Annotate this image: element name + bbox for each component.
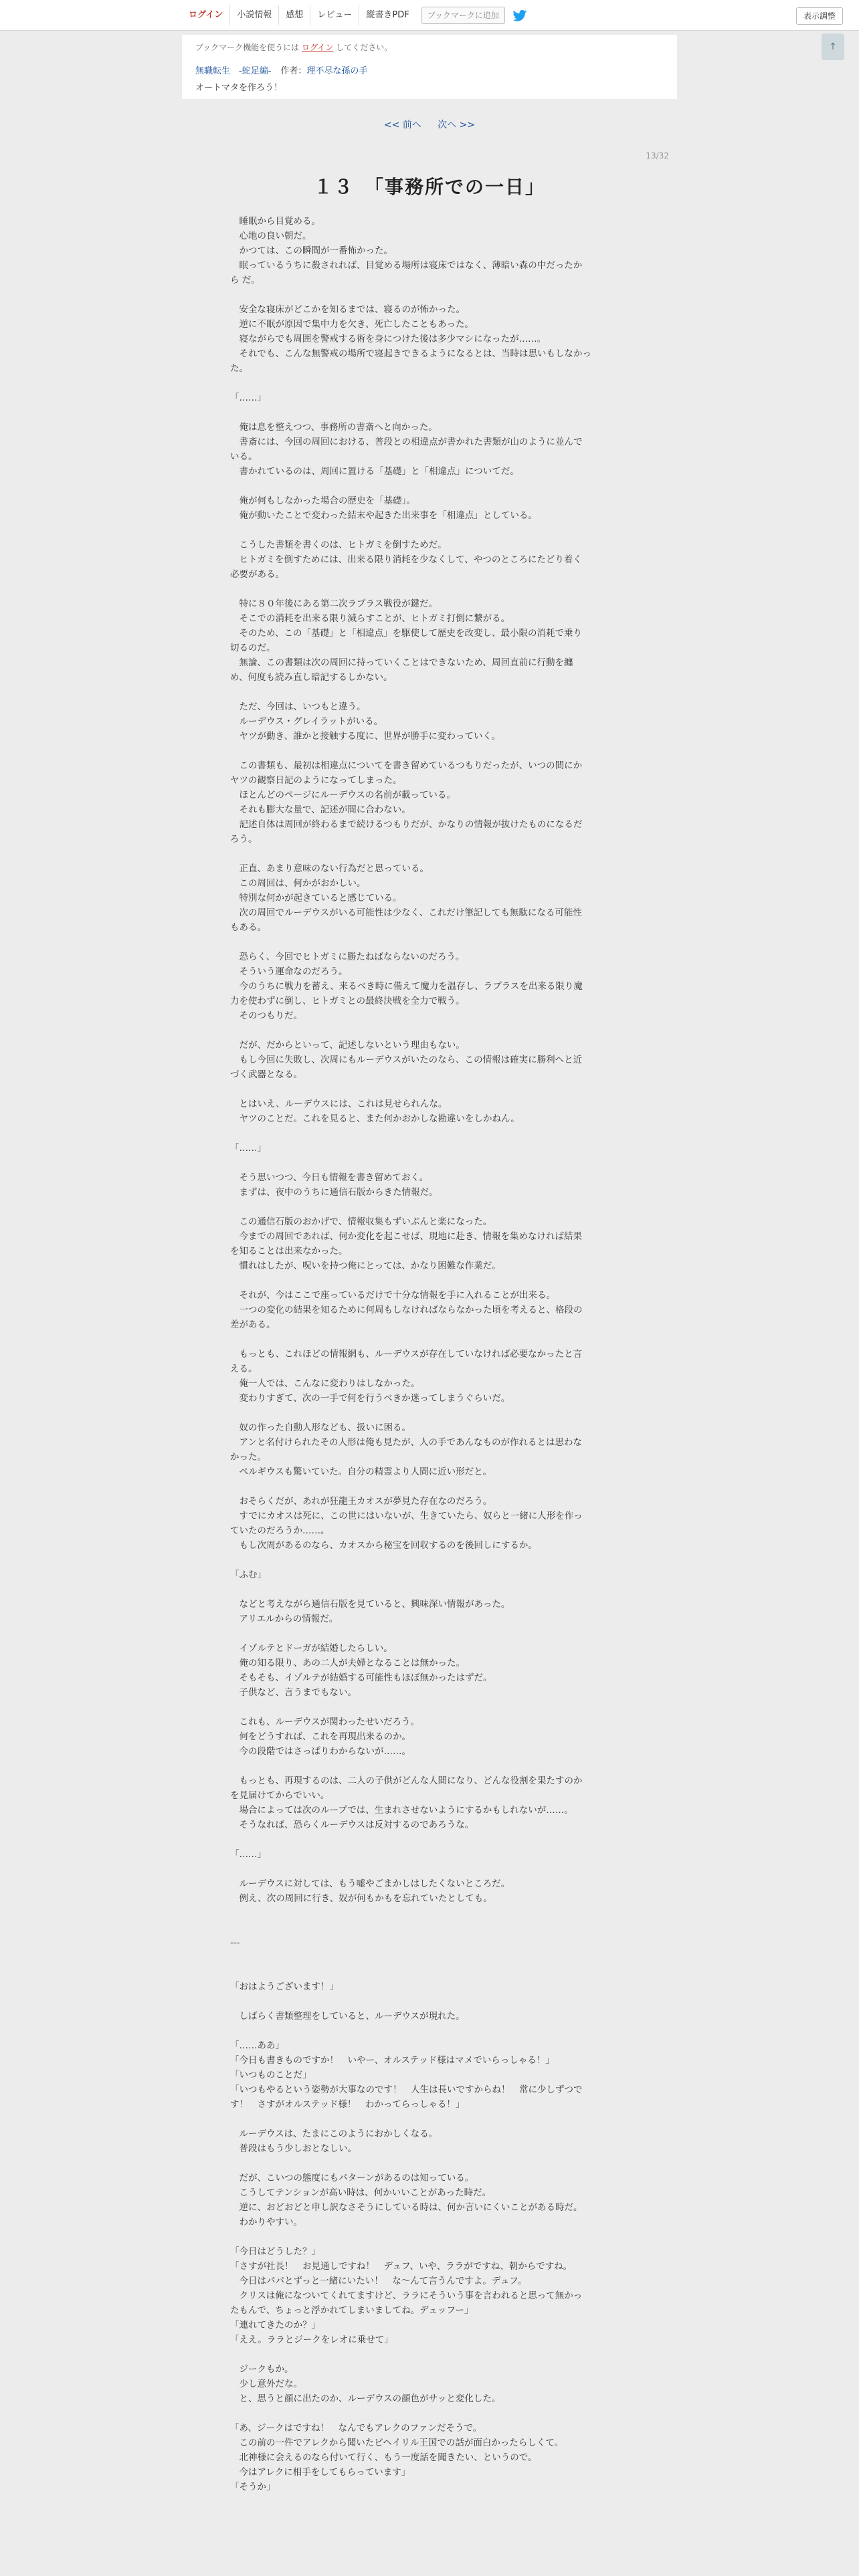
novel-line: もある。 <box>230 922 266 933</box>
novel-line: 書かれているのは、周回に置ける「基礎」と「相違点」についてだ。 <box>230 466 519 477</box>
novel-line: 少し意外だな。 <box>230 2379 302 2389</box>
author-label: 作者： <box>280 66 307 76</box>
chapter-group-title: オートマタを作ろう！ <box>195 83 283 93</box>
novel-line: ルーデウス・グレイラットがいる。 <box>230 716 383 727</box>
novel-line: 逆に不眠が原因で集中力を欠き、死亡したこともあった。 <box>230 319 474 330</box>
top-bar <box>0 0 859 31</box>
novel-line <box>230 1200 629 1214</box>
novel-line <box>230 1553 629 1568</box>
novel-line: すでにカオスは死に、この世にはいないが、生きていたら、奴らと一緒に人形を作っ <box>230 1511 583 1521</box>
novel-line <box>230 847 629 861</box>
novel-line: --- <box>230 1937 240 1948</box>
novel-line: 特別な何かが起きていると感じている。 <box>230 893 402 903</box>
novel-line: それが、今はここで座っているだけで十分な情報を手に入れることが出来る。 <box>230 1290 555 1301</box>
novel-line <box>230 1332 629 1347</box>
novel-line: 書斎には、今回の周回における、普段との相違点が書かれた書類が山のように並んで <box>230 437 583 447</box>
novel-line: づく武器となる。 <box>230 1069 302 1080</box>
novel-line: 「……」 <box>230 1849 266 1860</box>
novel-line <box>230 744 629 758</box>
novel-line: それでも、こんな無警戒の場所で寝起きできるようになるとは、当時は思いもしなかっ <box>230 348 591 359</box>
novel-line: この前の一件でアレクから聞いたビヘイリル王国での話が面白かったらしくて。 <box>230 2438 564 2448</box>
nav-review-link[interactable]: レビュー <box>310 5 359 25</box>
novel-line: 心地の良い朝だ。 <box>230 231 312 241</box>
novel-line: そういう運命なのだろう。 <box>230 966 348 977</box>
novel-line: この書類も、最初は相違点についてを書き留めているつもりだったが、いつの間にか <box>230 760 583 771</box>
novel-line: ただ、今回は、いつもと違う。 <box>230 702 366 712</box>
novel-line <box>230 1273 629 1288</box>
novel-line <box>230 2406 629 2421</box>
novel-line: たもんで、ちょっと浮かれてしまいましてね。デュッフー」 <box>230 2305 474 2316</box>
novel-line <box>230 1023 629 1038</box>
novel-line: 記述自体は周回が終わるまで続けるつもりだが、かなりの情報が抜けたものになるだ <box>230 819 583 830</box>
novel-line: アンと名付けられたその人形は俺も見たが、人の手であんなものが作れるとは思わな <box>230 1437 582 1448</box>
novel-line: 差がある。 <box>230 1319 276 1330</box>
novel-line: 「あ、ジークはですね！ なんでもアレクのファンだそうで。 <box>230 2423 482 2434</box>
novel-line <box>230 1582 629 1597</box>
novel-line <box>230 2230 629 2244</box>
novel-line: しばらく書類整理をしていると、ルーデウスが現れた。 <box>230 2011 465 2022</box>
novel-line: わかりやすい。 <box>230 2217 302 2228</box>
novel-line: 今までの周回であれば、何か変化を起こせば、現地に赴き、情報を集めなければ結果 <box>230 1231 582 1242</box>
login-notice <box>195 41 664 53</box>
novel-line: もし今回に失敗し、次周にもルーデウスがいたのなら、この情報は確実に勝利へと近 <box>230 1055 583 1065</box>
novel-line: 「いつものことだ」 <box>230 2070 312 2080</box>
nav-login-link[interactable]: ログイン <box>189 10 223 20</box>
novel-line: おそらくだが、あれが狂龍王カオスが夢見た存在なのだろう。 <box>230 1496 492 1507</box>
novel-line <box>230 2347 629 2362</box>
novel-line: 俺が何もしなかった場合の歴史を「基礎」。 <box>230 496 415 506</box>
novel-line: 「……」 <box>230 393 266 403</box>
page-counter: 13/32 <box>646 151 669 160</box>
novel-line: クリスは俺になついてくれてますけど、ララにそういう事を言われると思って無かっ <box>230 2290 583 2301</box>
novel-line: こうしてテンションが高い時は、何かいいことがあった時だ。 <box>230 2187 492 2198</box>
author-info <box>280 64 367 76</box>
novel-line: 俺一人では、こんなに変わりはしなかった。 <box>230 1378 420 1389</box>
novel-line: め、何度も読み直し暗記するしかない。 <box>230 672 393 683</box>
novel-line <box>230 288 629 302</box>
series-title-link[interactable]: 無職転生 -蛇足編- <box>195 66 272 76</box>
novel-line <box>230 405 629 420</box>
novel-line: そもそも、イゾルテが結婚する可能性もほぼ無かったはずだ。 <box>230 1673 492 1683</box>
novel-line: 次の周回でルーデウスがいる可能性は少なく、これだけ筆記しても無駄になる可能性 <box>230 907 582 918</box>
novel-line: そう思いつつ、今日も情報を書き留めておく。 <box>230 1172 429 1183</box>
novel-line: 無論、この書類は次の周回に持っていくことはできないため、周回直前に行動を纏 <box>230 657 573 668</box>
novel-line: ヤツの観察日記のようになってしまった。 <box>230 775 402 786</box>
chapter-title: １３ 「事務所での一日」 <box>313 176 545 198</box>
novel-line: 恐らく、今回でヒトガミに勝たねばならないのだろう。 <box>230 952 465 962</box>
novel-line: 俺が動いたことで変わった結末や起きた出来事を「相違点」としている。 <box>230 510 537 521</box>
login-notice-suffix: してください。 <box>336 43 393 52</box>
novel-line: そのつもりだ。 <box>230 1010 302 1021</box>
novel-line: イゾルテとドーガが結婚したらしい。 <box>230 1643 393 1654</box>
novel-line: 場合によっては次のループでは、生まれさせないようにするかもしれないが……。 <box>230 1805 573 1816</box>
display-settings-button[interactable]: 表示調整 <box>796 7 843 25</box>
novel-line: と、思うと顔に出たのか、ルーデウスの顔色がサッと変化した。 <box>230 2393 501 2404</box>
novel-line: 逆に、おどおどと申し訳なさそうにしている時は、何か言いにくいことがある時だ。 <box>230 2202 583 2213</box>
novel-line: 眠っているうちに殺されれば、目覚める場所は寝床ではなく、薄暗い森の中だったか <box>230 260 583 271</box>
novel-line: これも、ルーデウスが関わったせいだろう。 <box>230 1717 419 1727</box>
add-bookmark-button[interactable]: ブックマークに追加 <box>421 7 505 24</box>
novel-line: そのため、この「基礎」と「相違点」を駆使して歴史を改変し、最小限の消耗で乗り <box>230 628 582 639</box>
novel-line: 慣れはしたが、呪いを持つ俺にとっては、かなり困難な作業だ。 <box>230 1261 501 1271</box>
novel-line: 力を使わずに倒し、ヒトガミとの最終決戦を全力で戦う。 <box>230 996 465 1006</box>
novel-line: ルーデウスは、たまにこのようにおかしくなる。 <box>230 2129 438 2139</box>
novel-line: す！ さすがオルステッド様！ わかってらっしゃる！」 <box>230 2099 465 2110</box>
novel-line <box>230 1906 629 1921</box>
novel-line: いる。 <box>230 451 258 462</box>
novel-line: 「おはようございます！」 <box>230 1981 339 1992</box>
novel-line <box>230 2156 629 2171</box>
novel-line: ほとんどのページにルーデウスの名前が載っている。 <box>230 790 456 800</box>
novel-line: 子供など、言うまでもない。 <box>230 1687 357 1698</box>
novel-line: 奴の作った自動人形なども、扱いに困る。 <box>230 1422 411 1433</box>
novel-line: 「今日はどうした？」 <box>230 2246 320 2257</box>
novel-line: この周回は、何かがおかしい。 <box>230 878 366 889</box>
novel-line: もっとも、再現するのは、二人の子供がどんな人間になり、どんな役割を果たすのか <box>230 1776 583 1786</box>
novel-line: 「そうか」 <box>230 2482 276 2492</box>
novel-line: える。 <box>230 1364 258 1374</box>
novel-line: 特に８０年後にある第二次ラプラス戦役が鍵だ。 <box>230 599 438 609</box>
novel-line: 今の段階ではさっぱりわからないが……。 <box>230 1746 411 1757</box>
novel-line: だが、こいつの態度にもパターンがあるのは知っている。 <box>230 2173 474 2183</box>
chapter-pager <box>0 118 859 131</box>
novel-line: 俺の知る限り、あの二人が夫婦となることは無かった。 <box>230 1658 465 1669</box>
novel-line: この通信石版のおかげで、情報収集もずいぶんと楽になった。 <box>230 1216 492 1227</box>
novel-line: 北神様に会えるのなら付いて行く、もう一度話を聞きたい、というので。 <box>230 2452 537 2463</box>
novel-line <box>230 1626 629 1641</box>
novel-line <box>230 2024 629 2038</box>
novel-line <box>230 1994 629 2009</box>
novel-line <box>230 2112 629 2127</box>
login-notice-link[interactable]: ログイン <box>302 43 334 52</box>
novel-line <box>230 376 629 391</box>
novel-line: た。 <box>230 363 248 374</box>
novel-line: 「……ああ」 <box>230 2040 284 2051</box>
novel-line: だが、だからといって、記述しないという理由もない。 <box>230 1040 465 1051</box>
author-link[interactable]: 理不尽な孫の手 <box>306 66 368 76</box>
login-notice-prefix: ブックマーク機能を使うには <box>195 43 300 52</box>
novel-line: アリエルからの情報だ。 <box>230 1614 339 1624</box>
novel-line: かつては、この瞬間が一番怖かった。 <box>230 245 393 256</box>
novel-line: 切るのだ。 <box>230 643 276 653</box>
novel-line: 正直、あまり意味のない行為だと思っている。 <box>230 863 429 874</box>
prev-chapter-link[interactable]: << 前へ <box>383 120 421 130</box>
novel-line <box>230 1082 629 1097</box>
nav-impressions-link[interactable]: 感想 <box>278 5 310 25</box>
novel-line: 普段はもう少しおとなしい。 <box>230 2143 357 2154</box>
novel-line: 安全な寝床がどこかを知るまでは、寝るのが怖かった。 <box>230 304 465 315</box>
scroll-top-button[interactable]: ↑ <box>822 33 844 60</box>
novel-line: まずは、夜中のうちに通信石版からきた情報だ。 <box>230 1187 438 1198</box>
novel-line: もっとも、これほどの情報網も、ルーデウスが存在していなければ必要なかったと言 <box>230 1349 583 1360</box>
novel-line <box>230 1759 629 1774</box>
novel-line <box>230 1126 629 1141</box>
novel-line: 一つの変化の結果を知るために何周もしなければならなかった頃を考えると、格段の <box>230 1305 583 1315</box>
novel-line: 必要がある。 <box>230 569 284 580</box>
novel-line: 「今日も書きものですか！ いやー、オルステッド様はマメでいらっしゃる！」 <box>230 2055 555 2066</box>
novel-line: ていたのだろうか……。 <box>230 1525 330 1536</box>
novel-line: 変わりすぎて、次の一手で何を行うべきか迷ってしまうぐらいだ。 <box>230 1393 510 1404</box>
novel-line: を知ることは出来なかった。 <box>230 1246 348 1257</box>
novel-line: ルーデウスに対しては、もう嘘やごまかしはしたくないところだ。 <box>230 1879 510 1889</box>
novel-line <box>230 479 629 494</box>
novel-line: ヤツのことだ。これを見ると、また何かおかしな勘違いをしかねん。 <box>230 1113 520 1124</box>
novel-line: とはいえ、ルーデウスには、これは見せられんな。 <box>230 1099 448 1109</box>
novel-line <box>230 685 629 700</box>
novel-line: 俺は息を整えつつ、事務所の書斎へと向かった。 <box>230 422 438 433</box>
novel-line: 何をどうすれば、これを再現出来るのか。 <box>230 1731 411 1742</box>
novel-line <box>230 1921 629 1935</box>
novel-line <box>230 1832 629 1847</box>
novel-line <box>230 1965 629 1979</box>
novel-line: それも膨大な量で、記述が間に合わない。 <box>230 804 411 815</box>
novel-line: ペルギウスも驚いていた。自分の精霊より人間に近い形だと。 <box>230 1467 492 1477</box>
novel-line: などと考えながら通信石版を見ていると、興味深い情報があった。 <box>230 1599 510 1610</box>
novel-info-box <box>182 35 677 99</box>
novel-line: 今のうちに戦力を蓄え、来るべき時に備えて魔力を温存し、ラプラスを出来る限り魔 <box>230 981 583 992</box>
novel-line: ろう。 <box>230 834 258 845</box>
novel-line: ヒトガミを倒すためには、出来る限り消耗を少なくして、やつのところにたどり着く <box>230 554 582 565</box>
nav-novel-info-link[interactable]: 小説情報 <box>229 5 278 25</box>
nav-vertical-pdf-link[interactable]: 縦書きPDF <box>359 5 415 25</box>
novel-line: 「連れてきたのか？」 <box>230 2320 320 2331</box>
novel-line <box>230 1862 629 1876</box>
novel-line: そうなれば、恐らくルーデウスは反対するのであろうな。 <box>230 1820 474 1830</box>
novel-line: 寝ながらでも周囲を警戒する術を身につけた後は多少マシになったが……。 <box>230 334 547 344</box>
novel-line: 「……」 <box>230 1143 266 1154</box>
novel-line <box>230 1406 629 1420</box>
novel-line: 睡眠から目覚める。 <box>230 216 320 227</box>
novel-line: 例え、次の周回に行き、奴が何もかもを忘れていたとしても。 <box>230 1893 492 1904</box>
novel-line <box>230 935 629 950</box>
novel-body <box>230 214 629 2494</box>
top-nav <box>182 5 528 25</box>
novel-line <box>230 1156 629 1170</box>
novel-line: を見届けてからでいい。 <box>230 1790 330 1801</box>
novel-line: こうした書類を書くのは、ヒトガミを倒すためだ。 <box>230 540 447 550</box>
novel-line: 「いつもやるという姿勢が大事なのです！ 人生は長いですからね！ 常に少しずつで <box>230 2084 583 2095</box>
novel-line: もし次周があるのなら、カオスから秘宝を回収するのを後回しにするか。 <box>230 1540 537 1551</box>
novel-line: そこでの消耗を出来る限り減らすことが、ヒトガミ打倒に繋がる。 <box>230 613 510 624</box>
novel-line: 今日はパパとずっと一緒にいたい！ な〜んて言うんですよ。デュフ。 <box>230 2276 527 2286</box>
novel-line: ヤツが動き、誰かと接触する度に、世界が勝手に変わっていく。 <box>230 731 501 742</box>
novel-line <box>230 1950 629 1965</box>
novel-line <box>230 1700 629 1715</box>
novel-line <box>230 523 629 538</box>
novel-line: かった。 <box>230 1452 266 1463</box>
novel-line: 「ふむ」 <box>230 1570 266 1580</box>
novel-line <box>230 1479 629 1494</box>
novel-line: ジークもか。 <box>230 2364 294 2375</box>
novel-line: ら だ。 <box>230 275 260 286</box>
novel-line: 「さすが社長！ お見通しですね！ デュフ、いや、ララがですね、朝からですね。 <box>230 2261 573 2272</box>
novel-line: 「ええ。ララとジークをレオに乗せて」 <box>230 2335 393 2345</box>
series-row <box>195 64 664 76</box>
novel-line <box>230 582 629 597</box>
twitter-icon[interactable] <box>512 7 528 23</box>
next-chapter-link[interactable]: 次へ >> <box>438 120 476 130</box>
novel-line: 今はアレクに相手をしてもらっています」 <box>230 2467 411 2478</box>
